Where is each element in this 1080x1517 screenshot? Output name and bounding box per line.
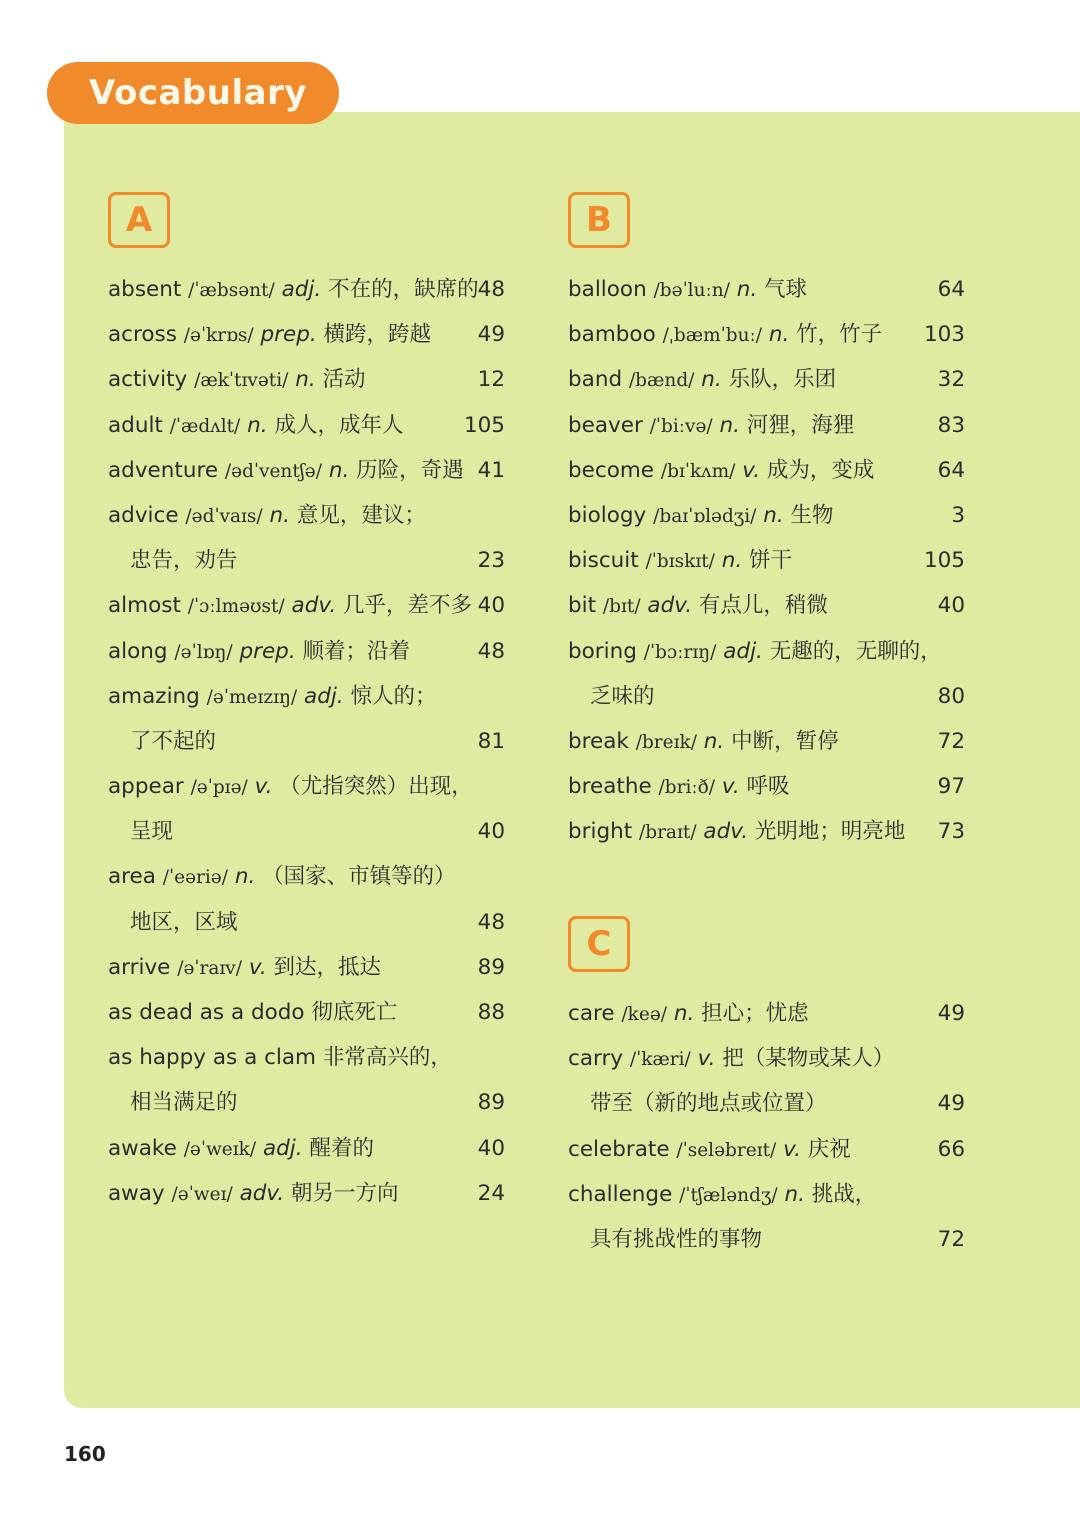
entry-word: challenge: [568, 1181, 673, 1207]
entry-part-of-speech: adj.: [723, 638, 763, 664]
vocab-entry: [108, 357, 508, 402]
section-letter: A: [108, 192, 170, 248]
entry-page-number: 49: [937, 1001, 965, 1026]
entry-part-of-speech: adj.: [281, 277, 322, 302]
entry-definition: 担心；忧虑: [701, 1001, 809, 1026]
entry-page-number: 83: [937, 412, 965, 438]
entry-page-number: 48: [477, 909, 505, 935]
vocab-entry: [108, 674, 508, 719]
entry-definition: 呈现: [130, 819, 174, 845]
entry-page-number: 103: [923, 322, 965, 348]
entry-word: bamboo: [568, 322, 656, 348]
entry-page-number: 40: [477, 593, 505, 619]
vocab-entry: [108, 900, 508, 945]
vocab-entry: [568, 583, 968, 628]
entry-part-of-speech: n.: [736, 277, 758, 302]
entry-definition: （国家、市镇等的）: [262, 864, 456, 890]
vocab-entry: [108, 990, 508, 1035]
entry-phonetic: /bəˈluːn/: [653, 280, 730, 301]
entry-phonetic: /əˈlɒŋ/: [174, 641, 233, 663]
entry-word: band: [568, 367, 623, 393]
entry-definition: 地区，区域: [130, 909, 238, 935]
entry-part-of-speech: n.: [721, 548, 743, 574]
entry-definition: 带至（新的地点或位置）: [590, 1091, 827, 1117]
entry-word: arrive: [108, 954, 171, 980]
entry-definition: 中断，暂停: [731, 728, 839, 754]
entry-page-number: 24: [477, 1180, 505, 1206]
section-letter: C: [568, 916, 630, 972]
entry-phonetic: /keə/: [621, 1004, 668, 1025]
entry-definition: 挑战，: [811, 1181, 877, 1207]
entry-page-number: 97: [937, 774, 965, 800]
entry-page-number: 64: [937, 277, 965, 302]
entry-part-of-speech: v.: [697, 1046, 716, 1072]
entry-page-number: 40: [937, 593, 965, 619]
vocab-entry: [108, 538, 508, 583]
entry-phonetic: /əˈraɪv/: [177, 957, 242, 979]
entry-word: adult: [108, 412, 163, 438]
entry-phonetic: /əˈweɪk/: [183, 1138, 257, 1160]
entry-definition: 了不起的: [130, 728, 217, 754]
entry-phonetic: /ˌbæmˈbuː/: [662, 325, 762, 347]
entry-word: across: [108, 322, 177, 348]
entry-definition: 无趣的，无聊的，: [769, 638, 942, 664]
entry-definition: 竹，竹子: [796, 322, 883, 348]
entry-word: carry: [568, 1046, 624, 1072]
entry-part-of-speech: adv.: [239, 1180, 285, 1206]
entry-page-number: 73: [937, 819, 965, 845]
entry-definition: 成人，成年人: [274, 412, 404, 438]
entry-page-number: 64: [937, 457, 965, 483]
entry-word: breathe: [568, 774, 652, 800]
entry-part-of-speech: v.: [721, 774, 740, 800]
entry-definition: 具有挑战性的事物: [590, 1226, 763, 1252]
entry-part-of-speech: adj.: [304, 683, 344, 709]
entry-phonetic: /baɪˈɒlədʒi/: [653, 505, 757, 527]
vocab-entry: [568, 403, 968, 448]
entry-page-number: 89: [477, 954, 505, 980]
vocab-entry: [108, 448, 508, 493]
entry-definition: 饼干: [749, 548, 793, 574]
page-number: 160: [64, 1442, 106, 1466]
entry-page-number: 80: [937, 683, 965, 709]
entry-definition: 历险，奇遇: [356, 457, 464, 483]
vocab-entry: [108, 267, 508, 312]
entry-page-number: 72: [937, 728, 965, 754]
vocab-entry: [108, 1035, 508, 1080]
section-letter: B: [568, 192, 630, 248]
entry-phonetic: /ədˈvaɪs/: [185, 505, 263, 527]
vocab-entry: [108, 719, 508, 764]
entry-phonetic: /briːð/: [658, 777, 715, 799]
entry-phonetic: /breɪk/: [635, 731, 697, 753]
entry-definition: 意见，建议；: [296, 502, 426, 528]
entry-phonetic: /ˈkæri/: [629, 1049, 691, 1071]
entry-phonetic: /əˈkrɒs/: [183, 325, 254, 347]
vocab-entry: [108, 493, 508, 538]
entry-part-of-speech: n.: [247, 412, 268, 438]
entry-definition: 光明地；明亮地: [754, 819, 906, 845]
page-title: Vocabulary: [47, 62, 339, 124]
entry-phonetic: /ˈeəriə/: [162, 867, 228, 889]
entry-part-of-speech: adj.: [262, 1135, 303, 1161]
entry-page-number: 105: [463, 412, 505, 438]
entry-definition: 到达，抵达: [273, 954, 382, 980]
vocab-entry: [108, 1126, 508, 1171]
entry-definition: 把（某物或某人）: [722, 1046, 895, 1072]
entry-definition: 彻底死亡: [311, 1000, 398, 1025]
entry-phonetic: /bænd/: [628, 370, 695, 392]
entry-definition: 呼吸: [746, 774, 790, 800]
entry-definition: 顺着；沿着: [302, 638, 411, 664]
entry-page-number: 12: [477, 367, 505, 393]
entry-phonetic: /ˈbiːvə/: [649, 415, 713, 437]
entry-phonetic: /bɪt/: [602, 596, 641, 618]
entry-page-number: 81: [477, 728, 505, 754]
entry-word: beaver: [568, 412, 643, 438]
entry-definition: 活动: [322, 367, 366, 393]
vocab-entry: [568, 538, 968, 583]
entry-page-number: 48: [477, 638, 505, 664]
entry-definition: 庆祝: [807, 1136, 851, 1162]
entry-part-of-speech: adv.: [703, 819, 749, 845]
entry-part-of-speech: n.: [269, 502, 290, 528]
vocab-entry: [568, 448, 968, 493]
vocab-entry: [568, 674, 968, 719]
entry-page-number: 41: [477, 457, 505, 483]
entry-word: amazing: [108, 683, 200, 709]
entry-part-of-speech: n.: [768, 322, 790, 348]
entry-definition: 不在的，缺席的: [328, 277, 479, 302]
entry-word: away: [108, 1180, 165, 1206]
vocab-entry: [568, 267, 968, 312]
vocab-entry: [108, 854, 508, 899]
vocab-entry: [108, 312, 508, 357]
entry-phonetic: /ˈæbsənt/: [188, 280, 275, 301]
entry-phonetic: /əˈmeɪzɪŋ/: [206, 686, 298, 708]
vocab-entry: [108, 809, 508, 854]
entry-word: become: [568, 457, 655, 483]
entry-word: advice: [108, 502, 179, 528]
entry-word: celebrate: [568, 1136, 670, 1162]
entry-page-number: 3: [951, 502, 965, 528]
entry-definition: 生物: [790, 502, 834, 528]
entry-word: along: [108, 638, 168, 664]
entry-phonetic: /ˈbɔːrɪŋ/: [643, 641, 717, 663]
entry-definition: 忠告，劝告: [130, 548, 238, 574]
entry-page-number: 32: [937, 367, 965, 393]
entry-page-number: 49: [937, 1091, 965, 1117]
entry-part-of-speech: n.: [701, 367, 722, 393]
vocab-entry: [108, 1080, 508, 1125]
vocab-entry: [568, 493, 968, 538]
vocab-entry: [568, 991, 968, 1036]
entry-definition: 非常高兴的，: [322, 1045, 452, 1071]
entry-word: activity: [108, 367, 188, 393]
entry-definition: 有点儿，稍微: [698, 593, 828, 619]
entry-phonetic: /ədˈventʃə/: [224, 460, 322, 482]
entry-part-of-speech: prep.: [239, 638, 296, 664]
entry-part-of-speech: adv.: [291, 593, 337, 619]
entry-word: appear: [108, 774, 184, 800]
entry-page-number: 89: [477, 1090, 505, 1116]
entry-page-number: 66: [937, 1136, 965, 1162]
entry-page-number: 72: [937, 1226, 965, 1252]
entry-word: bit: [568, 593, 597, 619]
vocab-entry: [568, 357, 968, 402]
section-b: [568, 192, 968, 854]
entry-page-number: 40: [477, 1135, 505, 1161]
entry-page-number: 105: [923, 548, 965, 574]
entry-page-number: 88: [477, 1000, 505, 1025]
entry-list: [568, 991, 968, 1262]
entry-word: as happy as a clam: [108, 1045, 316, 1071]
entry-definition: 乏味的: [590, 683, 655, 709]
vocab-entry: [568, 764, 968, 809]
entry-phonetic: /ˈseləbreɪt/: [676, 1139, 777, 1161]
entry-phonetic: /braɪt/: [639, 822, 697, 844]
entry-definition: 河狸，海狸: [746, 412, 855, 438]
entry-word: as dead as a dodo: [108, 1000, 305, 1025]
entry-word: area: [108, 864, 156, 890]
entry-word: bright: [568, 819, 633, 845]
entry-word: almost: [108, 593, 181, 619]
vocab-entry: [108, 945, 508, 990]
entry-part-of-speech: v.: [254, 774, 273, 800]
entry-phonetic: /ˈɔːlməʊst/: [187, 596, 285, 618]
vocab-entry: [568, 1036, 968, 1081]
entry-page-number: 48: [477, 277, 505, 302]
entry-part-of-speech: n.: [234, 864, 256, 890]
entry-definition: 横跨，跨越: [323, 322, 432, 348]
vocab-entry: [568, 629, 968, 674]
entry-part-of-speech: n.: [719, 412, 740, 438]
vocab-entry: [108, 764, 508, 809]
entry-definition: 朝另一方向: [291, 1180, 399, 1206]
entry-phonetic: /bɪˈkʌm/: [660, 460, 736, 482]
entry-phonetic: /ˈædʌlt/: [169, 415, 241, 437]
entry-word: balloon: [568, 277, 647, 302]
entry-part-of-speech: v.: [783, 1136, 801, 1162]
entry-page-number: 49: [477, 322, 505, 348]
entry-page-number: 40: [477, 819, 505, 845]
vocab-entry: [108, 583, 508, 628]
vocab-entry: [108, 403, 508, 448]
vocab-entry: [108, 629, 508, 674]
entry-definition: （尤指突然）出现，: [279, 774, 473, 800]
entry-part-of-speech: prep.: [260, 322, 317, 348]
entry-word: biscuit: [568, 548, 639, 574]
vocab-entry: [568, 312, 968, 357]
entry-word: break: [568, 728, 629, 754]
vocab-entry: [108, 1171, 508, 1216]
entry-definition: 醒着的: [309, 1135, 374, 1161]
entry-part-of-speech: n.: [295, 367, 316, 393]
entry-definition: 成为，变成: [766, 457, 875, 483]
entry-definition: 几乎，差不多: [343, 593, 473, 619]
entry-word: absent: [108, 277, 182, 302]
entry-word: biology: [568, 502, 647, 528]
entry-word: adventure: [108, 457, 219, 483]
entry-list: [108, 267, 508, 1216]
entry-phonetic: /ækˈtɪvəti/: [194, 370, 289, 392]
entry-part-of-speech: v.: [742, 457, 761, 483]
entry-phonetic: /əˈweɪ/: [171, 1183, 233, 1205]
entry-phonetic: /ˈtʃæləndʒ/: [679, 1184, 778, 1206]
entry-definition: 惊人的；: [350, 683, 437, 709]
entry-part-of-speech: n.: [763, 502, 784, 528]
entry-definition: 相当满足的: [130, 1090, 238, 1116]
entry-word: boring: [568, 638, 637, 664]
vocab-entry: [568, 719, 968, 764]
vocab-entry: [568, 1081, 968, 1126]
entry-part-of-speech: n.: [328, 457, 350, 483]
section-c: [568, 916, 968, 1262]
entry-part-of-speech: n.: [703, 728, 725, 754]
entry-part-of-speech: adv.: [647, 593, 693, 619]
vocab-entry: [568, 1127, 968, 1172]
entry-part-of-speech: n.: [673, 1001, 695, 1026]
section-a: [108, 192, 508, 1216]
vocab-entry: [568, 1172, 968, 1217]
entry-part-of-speech: n.: [784, 1181, 805, 1207]
entry-part-of-speech: v.: [248, 954, 267, 980]
entry-word: care: [568, 1001, 615, 1026]
entry-definition: 气球: [764, 277, 808, 302]
entry-list: [568, 267, 968, 854]
entry-word: awake: [108, 1135, 177, 1161]
entry-definition: 乐队，乐团: [728, 367, 837, 393]
entry-phonetic: /ˈbɪskɪt/: [645, 551, 715, 573]
vocab-entry: [568, 809, 968, 854]
entry-page-number: 23: [477, 548, 505, 574]
entry-phonetic: /əˈpɪə/: [190, 777, 248, 799]
vocab-entry: [568, 1217, 968, 1262]
